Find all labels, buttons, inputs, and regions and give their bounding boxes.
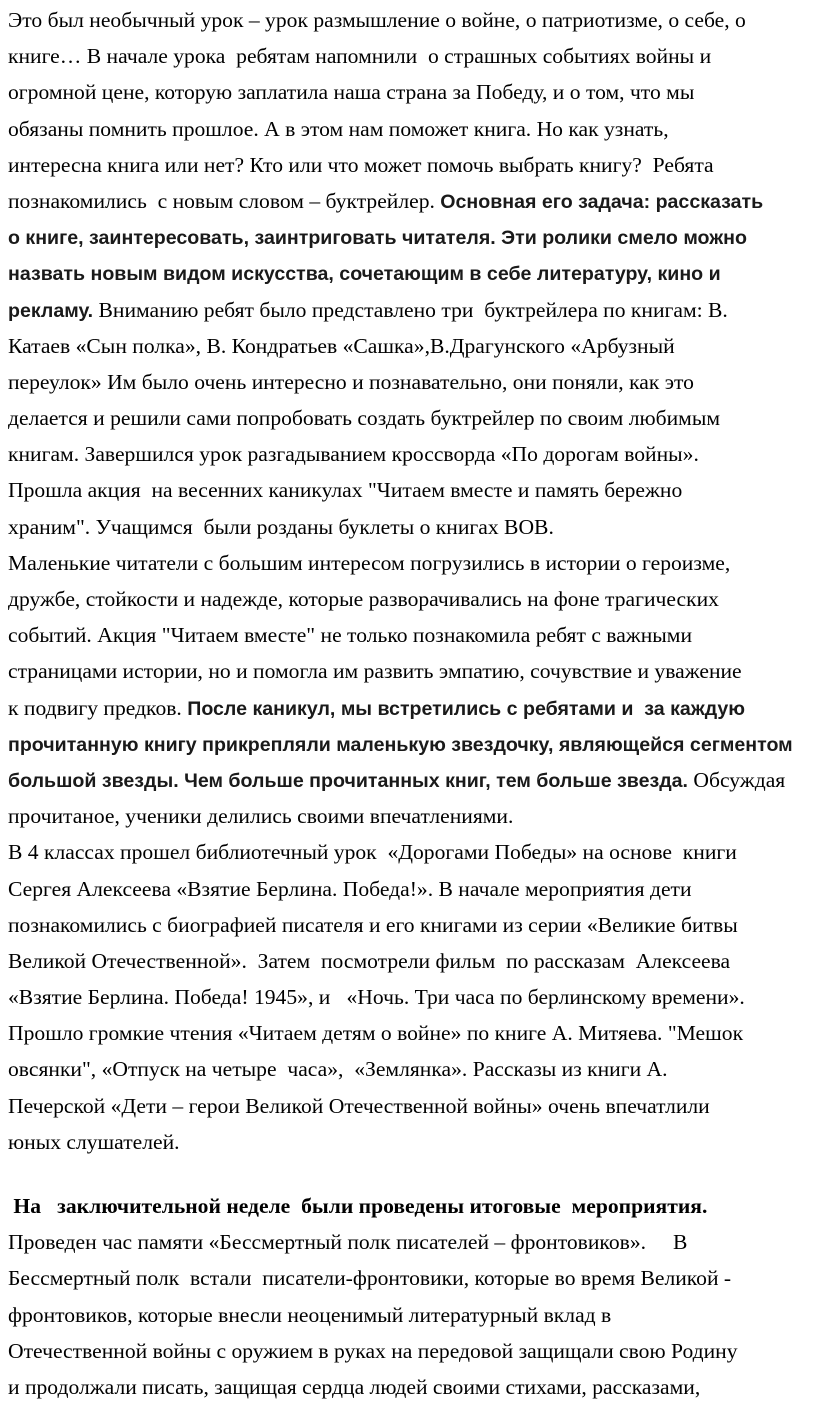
text-line [8,1333,810,1369]
text-line [8,690,810,726]
text-run: интересна книга или нет? Кто или что может помочь выбрать книгу? Ребята [8,152,714,177]
text-line [8,1369,810,1405]
text-line [8,74,810,110]
text-run: переулок» Им было очень интересно и познавательно, они поняли, как это [8,369,694,394]
text-line [8,472,810,508]
text-line [8,943,810,979]
text-run: книгам. Завершился урок разгадыванием кроссворда «По дорогам войны». [8,442,699,467]
text-run: Печерской «Дети – герои Великой Отечественной войны» очень впечатлили [8,1093,710,1118]
text-run: Бессмертный полк встали писатели-фронтовики, которые во время Великой - [8,1266,732,1291]
text-run: Сергея Алексеева «Взятие Берлина. Победа!». В начале мероприятия дети [8,876,692,901]
text-line [8,38,810,74]
text-line [8,762,810,798]
text-line [8,545,810,581]
text-run: и продолжали писать, защищая сердца людей своими стихами, рассказами, [8,1374,701,1399]
text-run: Проведен час памяти «Бессмертный полк писателей – фронтовиков». В [8,1230,688,1255]
text-line [8,581,810,617]
text-run: событий. Акция "Читаем вместе" не только познакомила ребят с важными [8,623,692,648]
text-line [8,1088,810,1124]
text-line [8,1188,810,1224]
text-line [8,871,810,907]
text-run: Это был необычный урок – урок размышление о войне, о патриотизме, о себе, о [8,8,746,32]
text-run: Обсуждая [688,767,786,792]
emphasis-run: Основная его задача: рассказать [440,190,764,213]
emphasis-run: прочитанную книгу прикрепляли маленькую звездочку, являющейся сегментом [8,733,793,756]
text-line [8,798,810,834]
text-run: Маленькие читатели с большим интересом погрузились в истории о героизме, [8,550,731,575]
text-line [8,509,810,545]
text-run: Катаев «Сын полка», В. Кондратьев «Сашка»,В.Драгунского «Арбузный [8,333,675,358]
text-line [8,1260,810,1296]
text-run: овсянки", «Отпуск на четыре часа», «Землянка». Рассказы из книги А. [8,1057,668,1082]
text-line [8,834,810,870]
text-run: познакомились с новым словом – буктрейлер. [8,188,441,213]
paragraph-gap [8,1160,810,1188]
text-run: прочитаное, ученики делились своими впечатлениями. [8,804,514,829]
text-run: Прошла акция на весенних каникулах "Читаем вместе и память бережно [8,478,683,503]
text-run: огромной цене, которую заплатила наша страна за Победу, и о том, что мы [8,80,695,105]
text-line [8,1124,810,1160]
text-run: дружбе, стойкости и надежде, которые разворачивались на фоне трагических [8,587,719,611]
text-run: «Взятие Берлина. Победа! 1945», и «Ночь. Три часа по берлинскому времени». [8,985,745,1010]
text-line [8,2,810,38]
emphasis-run: назвать новым видом искусства, сочетающим в себе литературу, кино и [8,263,721,286]
text-run: В 4 классах прошел библиотечный урок «Дорогами Победы» на основе книги [8,840,737,865]
text-run: книге… В начале урока ребятам напомнили о страшных событиях войны и [8,44,712,69]
emphasis-run: большой звезды. Чем больше прочитанных книг, тем больше звезда. [8,769,688,792]
text-run: Прошло громкие чтения «Читаем детям о войне» по книге А. Митяева. "Мешок [8,1021,744,1046]
emphasis-run: На заключительной неделе были проведены итоговые мероприятия. [8,1194,708,1218]
text-line [8,436,810,472]
text-run: храним". Учащимся были розданы буклеты о книгах ВОВ. [8,514,554,539]
text-line [8,653,810,689]
text-run: страницами истории, но и помогла им развить эмпатию, сочувствие и уважение [8,659,742,684]
text-line [8,726,810,762]
text-line [8,1297,810,1333]
text-line [8,255,810,291]
text-line [8,1224,810,1260]
emphasis-run: о книге, заинтересовать, заинтриговать читателя. Эти ролики смело можно [8,227,747,250]
text-line [8,1051,810,1087]
text-line [8,400,810,436]
text-line [8,111,810,147]
text-line [8,979,810,1015]
text-line [8,364,810,400]
text-run: познакомились с биографией писателя и его книгами из серии «Великие битвы [8,912,738,937]
text-line [8,328,810,364]
text-run: к подвигу предков. [8,695,188,720]
text-run: обязаны помнить прошлое. А в этом нам поможет книга. Но как узнать, [8,116,669,141]
text-line [8,617,810,653]
text-line [8,1015,810,1051]
text-run: Вниманию ребят было представлено три буктрейлера по книгам: В. [93,297,728,322]
text-line [8,147,810,183]
text-run: делается и решили сами попробовать создать буктрейлер по своим любимым [8,406,721,431]
text-run: фронтовиков, которые внесли неоценимый литературный вклад в [8,1302,612,1327]
text-run: Великой Отечественной». Затем посмотрели фильм по рассказам Алексеева [8,948,731,973]
emphasis-run: рекламу. [8,299,94,322]
emphasis-run: После каникул, мы встретились с ребятами и за каждую [187,697,746,720]
text-line [8,907,810,943]
text-run: Отечественной войны с оружием в руках на передовой защищали свою Родину [8,1338,738,1363]
text-line [8,183,810,219]
text-line [8,219,810,255]
text-run: юных слушателей. [8,1129,180,1154]
text-line [8,292,810,328]
